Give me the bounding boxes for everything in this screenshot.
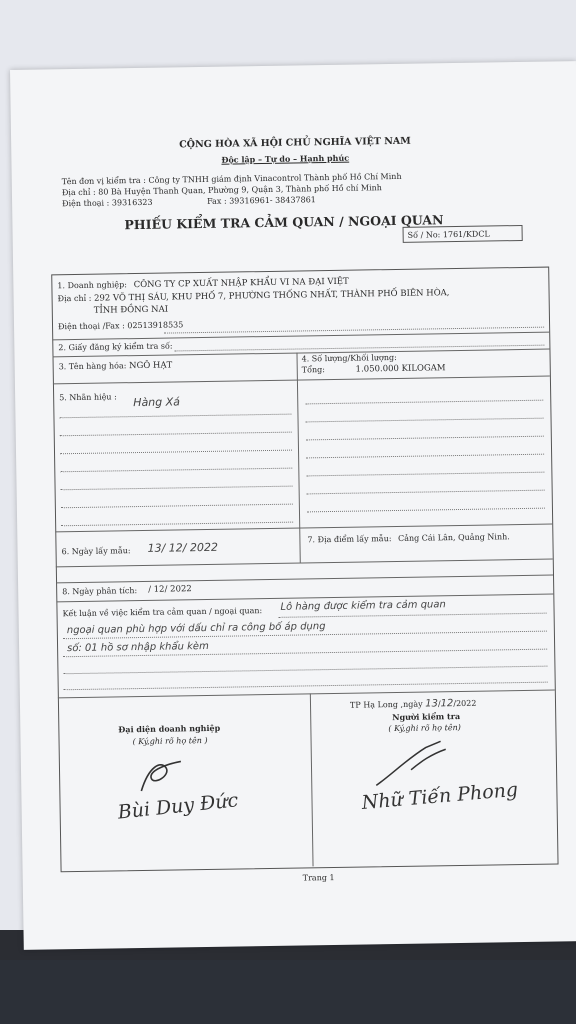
company-value: CÔNG TY CP XUẤT NHẬP KHẨU VI NA ĐẠI VIỆT <box>133 276 349 291</box>
date-year: /2022 <box>453 698 477 709</box>
analysis-date-label: 8. Ngày phân tích: <box>62 586 138 597</box>
conclusion-line-3: số: 01 hồ sơ nhập khẩu kèm <box>67 640 209 655</box>
phone-label: Điện thoại /Fax : <box>57 321 125 332</box>
org-fax: 39316961- 38437861 <box>229 195 316 206</box>
conclusion-line-1: Lô hàng được kiểm tra cảm quan <box>280 599 446 613</box>
place-date-label: TP Hạ Long ,ngày <box>349 699 423 710</box>
sampling-place-label: 7. Địa điểm lấy mẫu: <box>307 534 392 545</box>
org-address: 80 Bà Huyện Thanh Quan, Phường 9, Quận 3, Thành phố Hồ chí Minh <box>98 183 382 197</box>
phone-value: 02513918535 <box>127 320 184 331</box>
representative-subtitle: ( Ký,ghi rõ họ tên ) <box>132 735 208 747</box>
national-title: CỘNG HÒA XÃ HỘI CHỦ NGHĨA VIỆT NAM <box>179 135 411 151</box>
date-month: 12 <box>440 698 454 710</box>
company-label: 1. Doanh nghiệp: <box>57 280 128 291</box>
representative-signature-mark <box>131 755 192 796</box>
quantity-label: 4. Số lượng/Khối lượng: <box>301 352 397 364</box>
inspection-form-page <box>10 61 576 950</box>
org-address-label: Địa chỉ : <box>61 187 96 198</box>
motto: Độc lập – Tự do – Hạnh phúc <box>221 152 350 165</box>
org-name: Công ty TNHH giám định Vinacontrol Thành phố Hồ Chí Minh <box>148 171 402 185</box>
brand-label: 5. Nhãn hiệu : <box>59 392 117 403</box>
conclusion-line-2: ngoại quan phù hợp với dấu chỉ ra công bố áp dụng <box>66 621 326 637</box>
org-phone-row <box>62 195 316 208</box>
address-value-2: TỈNH ĐỒNG NAI <box>93 304 169 316</box>
analysis-date-value: / 12/ 2022 <box>148 584 192 595</box>
form-title: PHIẾU KIỂM TRA CẢM QUAN / NGOẠI QUAN <box>124 212 444 233</box>
inspector-signature-mark <box>371 739 452 790</box>
goods-value: NGÔ HẠT <box>129 360 173 372</box>
goods-label: 3. Tên hàng hóa: <box>58 361 127 372</box>
doc-number: Số / No: 1761/KDCL <box>403 225 523 243</box>
dark-background <box>0 960 576 1024</box>
inspector-subtitle: ( Ký,ghi rõ họ tên) <box>388 723 461 734</box>
registration-label: 2. Giấy đăng ký kiểm tra số: <box>58 341 173 353</box>
address-value-1: 292 VÕ THỊ SÁU, KHU PHỐ 7, PHƯỜNG THỐNG NHẤT, THÀNH PHỐ BIÊN HÒA, <box>93 288 450 304</box>
quantity-value: 1.050.000 KILOGAM <box>355 363 446 375</box>
quantity-total-label: Tổng: <box>301 365 326 375</box>
address-label: Địa chỉ : <box>57 293 92 304</box>
inspector-name: Nhữ Tiến Phong <box>360 778 519 814</box>
brand-value: Hàng Xá <box>133 395 181 410</box>
date-day: 13 <box>425 698 438 710</box>
goods-row <box>59 360 173 372</box>
org-fax-label: Fax : <box>207 196 227 206</box>
page-number: Trang 1 <box>302 873 335 883</box>
sampling-date-label: 6. Ngày lấy mẫu: <box>61 546 131 557</box>
conclusion-label: Kết luận về việc kiểm tra cảm quan / ngoại quan: <box>62 606 263 619</box>
sampling-date-value: 13/ 12/ 2022 <box>147 540 219 555</box>
org-phone-label: Điện thoại : <box>62 198 110 209</box>
sampling-place-value: Cảng Cái Lân, Quảng Ninh. <box>397 532 510 543</box>
representative-name: Bùi Duy Đức <box>116 789 240 824</box>
org-phone: 39316323 <box>111 197 153 208</box>
representative-title: Đại diện doanh nghiệp <box>118 722 221 735</box>
org-name-label: Tên đơn vị kiểm tra : <box>61 175 146 187</box>
inspector-title: Người kiểm tra <box>392 711 461 723</box>
place-date: TP Hạ Long ,ngày 13/12/2022 <box>349 698 477 710</box>
